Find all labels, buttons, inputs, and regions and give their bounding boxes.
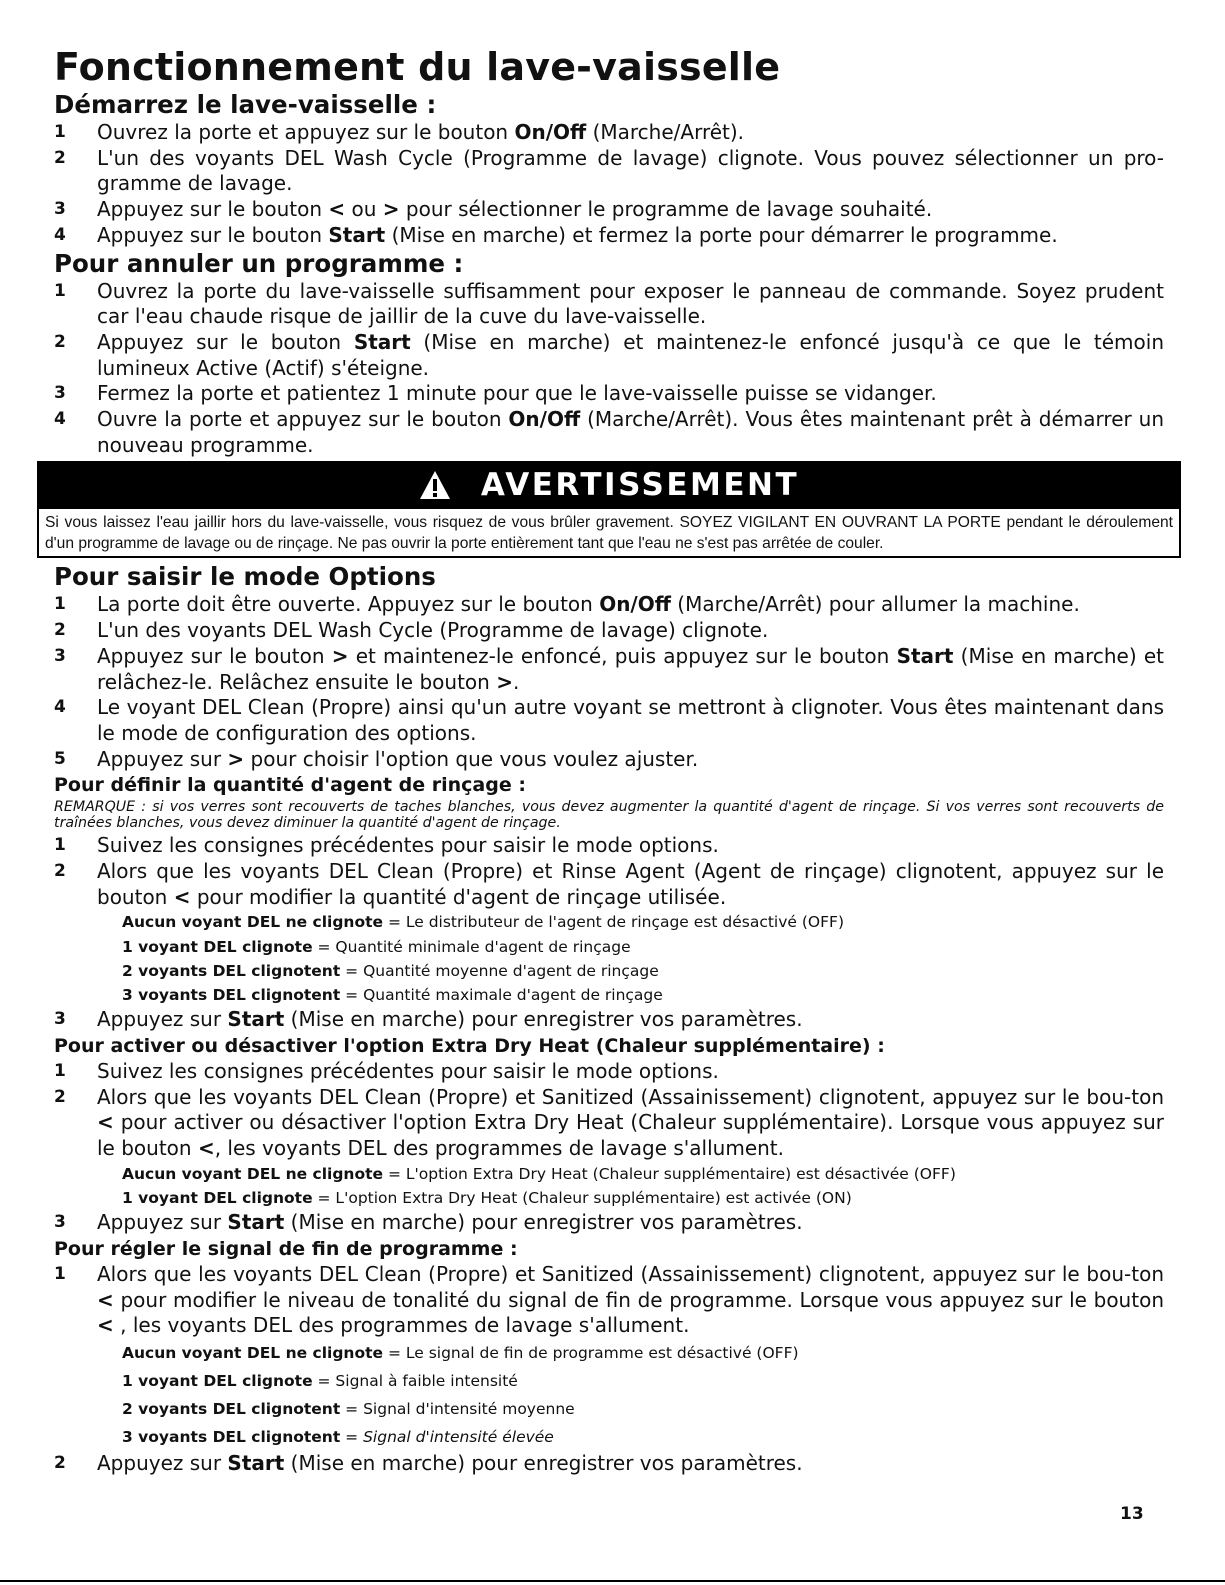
button-name: < — [97, 1110, 114, 1135]
step-text: pour sélectionner le programme de lavage souhaité. — [399, 197, 933, 222]
list-item — [54, 695, 1164, 746]
list-item — [54, 618, 1164, 644]
button-name: < — [97, 1313, 114, 1338]
step-text: L'un des voyants DEL Wash Cycle (Programme de lavage) clignote. — [97, 618, 769, 643]
step-number: 1 — [54, 1263, 66, 1284]
list-item — [54, 859, 1164, 910]
step-text: (Mise en marche) et relâchez-le. Relâchez ensuite le bouton — [97, 643, 1165, 694]
cancel-heading: Pour annuler un programme : — [54, 248, 464, 278]
button-name: On/Off — [514, 120, 587, 144]
options-steps — [54, 592, 1164, 772]
button-name: > — [331, 643, 349, 668]
step-number: 2 — [54, 1086, 66, 1107]
rinse-steps-end — [54, 1007, 1164, 1033]
list-item — [54, 146, 1164, 197]
level-desc: = L'option Extra Dry Heat (Chaleur supplémentaire) est désactivée (OFF) — [383, 1164, 956, 1183]
level-label: 1 voyant DEL clignote — [122, 1372, 313, 1391]
step-text: (Mise en marche) pour enregistrer vos paramètres. — [284, 1451, 803, 1476]
step-text: Appuyez sur le bouton — [97, 197, 329, 222]
level-label: 1 voyant DEL clignote — [122, 937, 313, 956]
list-item — [54, 1059, 1164, 1085]
list-item — [54, 381, 1164, 407]
step-text: (Mise en marche) pour enregistrer vos paramètres. — [284, 1210, 803, 1235]
signal-levels — [122, 1339, 1164, 1451]
dryheat-steps-end — [54, 1210, 1164, 1236]
level-item — [122, 910, 1164, 934]
step-text: Appuyez sur — [97, 1210, 228, 1235]
step-number: 1 — [54, 835, 66, 856]
rinse-heading: Pour définir la quantité d'agent de rinçage : — [54, 774, 526, 797]
step-text: (Marche/Arrêt) pour allumer la machine. — [670, 592, 1080, 617]
step-number: 5 — [54, 748, 66, 769]
step-text: , les voyants DEL des programmes de lavage s'allument. — [113, 1313, 690, 1338]
level-item — [122, 1423, 1164, 1451]
step-text: ou — [345, 197, 383, 222]
step-text: (Mise en marche) et maintenez-le enfoncé jusqu'à ce que le témoin lumineux Active (Actif) s'éteigne. — [97, 329, 1164, 380]
step-text: . — [512, 669, 520, 694]
step-text: Ouvrez la porte du lave-vaisselle suffisamment pour exposer le panneau de commande. Soyez prudent car l'eau chaude risque de jaillir de la cuve du lave-vaisselle. — [97, 278, 1164, 329]
level-item — [122, 1186, 1164, 1210]
list-item — [54, 1210, 1164, 1236]
step-text: Suivez les consignes précédentes pour saisir le mode options. — [97, 833, 719, 858]
step-number: 1 — [54, 122, 66, 142]
level-desc: = Quantité maximale d'agent de rinçage — [340, 986, 663, 1005]
list-item — [54, 747, 1164, 773]
button-name: Start — [896, 643, 954, 668]
warning-text: Si vous laissez l'eau jaillir hors du lave-vaisselle, vous risquez de vous brûler gravement. SOYEZ VIGILANT EN OUVRANT LA PORTE pendant le déroulement d'un programme de lavage ou de rinçage. Ne pas ouvrir la porte entièrement tant que l'eau ne s'est pas arrêtée de couler. — [37, 509, 1181, 558]
level-desc: = Quantité minimale d'agent de rinçage — [312, 937, 631, 956]
step-text: (Marche/Arrêt). Vous êtes maintenant prêt à démarrer un nouveau programme. — [97, 407, 1164, 457]
dryheat-levels — [122, 1162, 1164, 1210]
step-text: Ouvrez la porte et appuyez sur le bouton — [97, 120, 515, 144]
button-name: On/Off — [599, 592, 671, 617]
level-desc: = Quantité moyenne d'agent de rinçage — [340, 961, 659, 980]
button-name: < — [328, 197, 346, 222]
step-text: (Mise en marche) et fermez la porte pour démarrer le programme. — [385, 222, 1058, 247]
step-number: 3 — [54, 645, 66, 666]
cancel-steps — [54, 279, 1164, 459]
step-number: 2 — [54, 331, 66, 352]
step-number: 1 — [54, 1060, 66, 1081]
step-number: 3 — [54, 1212, 66, 1233]
step-number: 2 — [54, 861, 66, 882]
step-text: , les voyants DEL des programmes de lavage s'allument. — [214, 1136, 785, 1161]
list-item — [54, 1262, 1164, 1339]
level-item — [122, 1339, 1164, 1367]
step-text: pour choisir l'option que vous voulez ajuster. — [244, 746, 699, 771]
step-text: L'un des voyants DEL Wash Cycle (Programme de lavage) clignote. Vous pouvez sélectionner un pro-gramme de lavage. — [97, 145, 1164, 196]
level-desc: = Le distributeur de l'agent de rinçage est désactivé (OFF) — [383, 913, 845, 932]
level-item — [122, 1367, 1164, 1395]
rinse-steps — [54, 833, 1164, 910]
step-text: pour modifier la quantité d'agent de rinçage utilisée. — [190, 884, 727, 909]
step-text: Le voyant DEL Clean (Propre) ainsi qu'un autre voyant se mettront à clignoter. Vous êtes maintenant dans le mode de configuration des options. — [97, 695, 1164, 745]
button-name: On/Off — [508, 407, 581, 432]
rinse-remark: REMARQUE : si vos verres sont recouverts de taches blanches, vous devez augmenter la quantité d'agent de rinçage. Si vos verres sont recouverts de traînées blanches, vous devez diminuer la quantité d'agent de rinçage. — [54, 799, 1164, 832]
button-name: < — [173, 884, 191, 909]
button-name: < — [97, 1287, 114, 1312]
warning-triangle-icon — [419, 470, 451, 500]
step-text: pour activer ou désactiver l'option Extra Dry Heat (Chaleur supplémentaire). Lorsque vous appuyez sur le bouton — [97, 1110, 1164, 1161]
level-label: Aucun voyant DEL ne clignote — [122, 1344, 384, 1363]
list-item — [54, 330, 1164, 381]
level-label: 3 voyants DEL clignotent — [122, 986, 341, 1005]
button-name: < — [197, 1136, 215, 1161]
level-label: 1 voyant DEL clignote — [122, 1189, 313, 1207]
level-desc: = L'option Extra Dry Heat (Chaleur supplémentaire) est activée (ON) — [312, 1189, 852, 1207]
step-number: 4 — [54, 697, 66, 718]
level-label: Aucun voyant DEL ne clignote — [122, 913, 384, 932]
bottom-rule — [0, 1580, 1225, 1582]
list-item — [54, 1085, 1164, 1162]
level-label: 2 voyants DEL clignotent — [122, 1400, 341, 1419]
step-text: Suivez les consignes précédentes pour saisir le mode options. — [97, 1058, 719, 1083]
step-number: 1 — [54, 594, 66, 615]
signal-steps-end — [54, 1451, 1164, 1477]
step-number: 3 — [54, 199, 66, 220]
step-text: Appuyez sur le bouton — [97, 643, 332, 668]
button-name: Start — [227, 1210, 285, 1235]
level-desc: = Le signal de fin de programme est désactivé (OFF) — [383, 1344, 799, 1363]
manual-page — [45, 44, 1173, 1477]
button-name: > — [382, 197, 400, 222]
step-text: Ouvre la porte et appuyez sur le bouton — [97, 407, 509, 432]
step-number: 3 — [54, 383, 66, 404]
list-item — [54, 407, 1164, 458]
button-name: Start — [227, 1451, 285, 1476]
step-text: Alors que les voyants DEL Clean (Propre) et Rinse Agent (Agent de rinçage) clignotent, appuyez sur le bouton — [97, 859, 1164, 909]
step-text: Fermez la porte et patientez 1 minute pour que le lave-vaisselle puisse se vidanger. — [97, 381, 937, 406]
dryheat-heading: Pour activer ou désactiver l'option Extra Dry Heat (Chaleur supplémentaire) : — [54, 1034, 885, 1057]
start-steps — [54, 120, 1164, 249]
options-heading: Pour saisir le mode Options — [54, 562, 436, 592]
button-name: > — [496, 669, 513, 694]
signal-heading: Pour régler le signal de fin de programme : — [54, 1237, 518, 1260]
level-label: 2 voyants DEL clignotent — [122, 961, 341, 980]
button-name: > — [227, 746, 245, 771]
step-text: et maintenez-le enfoncé, puis appuyez sur le bouton — [348, 643, 897, 668]
list-item — [54, 644, 1164, 695]
start-heading: Démarrez le lave-vaisselle : — [54, 90, 437, 119]
step-text: pour modifier le niveau de tonalité du signal de fin de programme. Lorsque vous appuyez sur le bouton — [113, 1287, 1164, 1312]
level-desc: = Signal à faible intensité — [312, 1372, 518, 1391]
level-item — [122, 935, 1164, 959]
rinse-levels — [122, 910, 1164, 1007]
step-number: 3 — [54, 1009, 66, 1030]
list-item — [54, 120, 1164, 146]
step-text: Appuyez sur le bouton — [97, 329, 354, 354]
step-text: Appuyez sur — [97, 1007, 228, 1032]
list-item — [54, 592, 1164, 618]
step-number: 2 — [54, 147, 66, 168]
list-item — [54, 279, 1164, 330]
step-number: 4 — [54, 224, 66, 245]
warning-banner — [37, 461, 1181, 509]
step-text: (Marche/Arrêt). — [586, 120, 745, 144]
level-desc: = Signal d'intensité moyenne — [340, 1400, 575, 1419]
list-item — [54, 223, 1164, 249]
button-name: Start — [328, 222, 386, 247]
list-item — [54, 833, 1164, 859]
list-item — [54, 1451, 1164, 1477]
level-item — [122, 1162, 1164, 1186]
step-text: (Mise en marche) pour enregistrer vos paramètres. — [284, 1007, 803, 1032]
step-number: 2 — [54, 1453, 66, 1474]
dryheat-steps — [54, 1059, 1164, 1162]
step-text: Appuyez sur — [97, 746, 228, 771]
signal-steps — [54, 1262, 1164, 1339]
step-number: 2 — [54, 620, 66, 641]
button-name: Start — [227, 1007, 285, 1032]
step-text: Appuyez sur — [97, 1451, 228, 1476]
level-item — [122, 959, 1164, 983]
level-item — [122, 983, 1164, 1007]
level-label: 3 voyants DEL clignotent — [122, 1428, 341, 1447]
step-text: Appuyez sur le bouton — [97, 222, 329, 247]
step-text: Alors que les voyants DEL Clean (Propre) et Sanitized (Assainissement) clignotent, appuyez sur le bou-ton — [97, 1261, 1164, 1286]
warning-title: AVERTISSEMENT — [480, 467, 800, 504]
level-label: Aucun voyant DEL ne clignote — [122, 1164, 384, 1183]
button-name: Start — [353, 329, 411, 354]
level-item — [122, 1395, 1164, 1423]
step-number: 4 — [54, 409, 66, 430]
step-text: La porte doit être ouverte. Appuyez sur le bouton — [97, 592, 600, 617]
list-item — [54, 197, 1164, 223]
step-number: 1 — [54, 280, 66, 301]
step-text: Alors que les voyants DEL Clean (Propre) et Sanitized (Assainissement) clignotent, appuyez sur le bou-ton — [97, 1084, 1164, 1109]
list-item — [54, 1007, 1164, 1033]
page-title: Fonctionnement du lave-vaisselle — [54, 45, 781, 89]
level-desc: = Signal d'intensité élevée — [340, 1428, 554, 1447]
page-number: 13 — [1120, 1504, 1144, 1524]
